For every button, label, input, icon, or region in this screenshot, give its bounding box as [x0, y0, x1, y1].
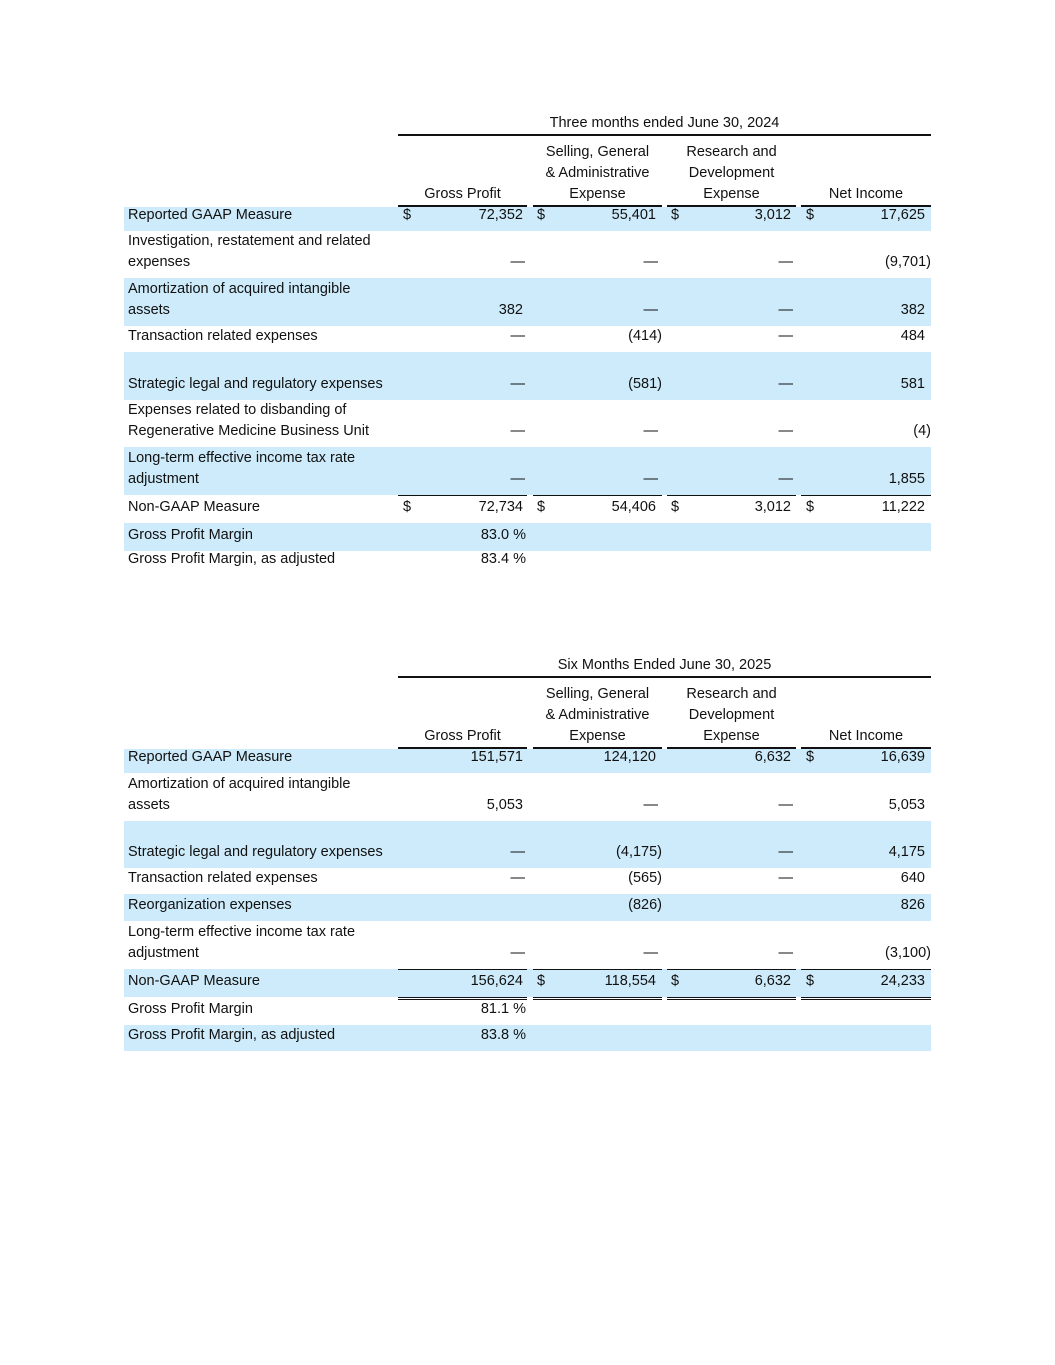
- cell-value: 6,632: [754, 749, 791, 765]
- cell-value: —: [778, 797, 793, 813]
- cell-value: 826: [900, 897, 925, 913]
- column-header-line: Development: [688, 165, 775, 181]
- cell-value: 72,352: [478, 207, 523, 223]
- row-label: Gross Profit Margin, as adjusted: [128, 1027, 336, 1043]
- column-header-line: Selling, General: [545, 686, 650, 702]
- dollar-sign: $: [403, 207, 412, 223]
- table-row: [124, 352, 931, 400]
- column-header-line: Net Income: [828, 728, 904, 744]
- row-label: Transaction related expenses: [128, 328, 318, 344]
- column-header: [667, 684, 796, 749]
- table-row: [124, 749, 931, 773]
- dollar-sign: $: [537, 207, 546, 223]
- cell-value: 4,175: [888, 844, 925, 860]
- dollar-sign: $: [403, 499, 412, 515]
- row-label: Amortization of acquired intangible assets: [128, 776, 351, 813]
- subtotal-rule: [398, 495, 527, 496]
- cell-value: 83.4 %: [480, 551, 526, 567]
- cell-value: —: [778, 254, 793, 270]
- table-row: [124, 997, 931, 1025]
- row-label: Long-term effective income tax rate adjustment: [128, 450, 356, 487]
- row-label: Reported GAAP Measure: [128, 749, 293, 765]
- table-row: [124, 207, 931, 231]
- cell-value: —: [510, 328, 525, 344]
- row-label: Strategic legal and regulatory expenses: [128, 844, 383, 860]
- cell-value: —: [643, 302, 658, 318]
- table-row: [124, 278, 931, 326]
- cell-value: 83.0 %: [480, 527, 526, 543]
- table-row: [124, 969, 931, 997]
- cell-value: (565): [628, 870, 662, 886]
- row-label: Strategic legal and regulatory expenses: [128, 376, 383, 392]
- cell-value: 156,624: [470, 973, 523, 989]
- cell-value: 3,012: [754, 207, 791, 223]
- cell-value: —: [778, 870, 793, 886]
- cell-value: 382: [900, 302, 925, 318]
- cell-value: —: [778, 376, 793, 392]
- column-header-line: Research and: [686, 686, 777, 702]
- cell-value: —: [778, 844, 793, 860]
- cell-value: 640: [900, 870, 925, 886]
- cell-value: (9,701): [885, 254, 931, 270]
- table-body: [124, 749, 931, 1051]
- column-header: [398, 184, 527, 207]
- cell-value: (4,175): [616, 844, 662, 860]
- column-header-line: Gross Profit: [424, 186, 501, 202]
- row-label: Gross Profit Margin: [128, 1001, 253, 1017]
- cell-value: 24,233: [880, 973, 925, 989]
- column-header: [801, 726, 931, 749]
- table-row: [124, 551, 931, 575]
- cell-value: —: [643, 945, 658, 961]
- cell-value: (826): [628, 897, 662, 913]
- cell-value: —: [510, 471, 525, 487]
- cell-value: —: [510, 254, 525, 270]
- table-row: [124, 773, 931, 821]
- subtotal-rule: [667, 969, 796, 970]
- cell-value: 54,406: [611, 499, 656, 515]
- column-header: [533, 142, 662, 207]
- cell-value: —: [510, 945, 525, 961]
- column-header-line: Selling, General: [545, 144, 650, 160]
- table-body: [124, 207, 931, 575]
- row-label: Amortization of acquired intangible assets: [128, 281, 351, 318]
- table-row: [124, 400, 931, 447]
- table-row: [124, 231, 931, 278]
- cell-value: 16,639: [880, 749, 925, 765]
- cell-value: 55,401: [611, 207, 656, 223]
- cell-value: —: [643, 254, 658, 270]
- row-label: Transaction related expenses: [128, 870, 318, 886]
- dollar-sign: $: [806, 973, 815, 989]
- cell-value: 5,053: [888, 797, 925, 813]
- table-six-months-2025: [124, 656, 931, 1051]
- row-label: Non-GAAP Measure: [128, 973, 260, 989]
- period-heading: Six Months Ended June 30, 2025: [398, 656, 931, 678]
- dollar-sign: $: [537, 499, 546, 515]
- table-row: [124, 495, 931, 523]
- table-row: [124, 447, 931, 495]
- cell-value: —: [778, 423, 793, 439]
- cell-value: 151,571: [470, 749, 523, 765]
- cell-value: —: [643, 471, 658, 487]
- table-row: [124, 523, 931, 551]
- cell-value: 3,012: [754, 499, 791, 515]
- cell-value: —: [643, 797, 658, 813]
- column-header-line: Research and: [686, 144, 777, 160]
- cell-value: 81.1 %: [480, 1001, 526, 1017]
- cell-value: 17,625: [880, 207, 925, 223]
- cell-value: —: [510, 423, 525, 439]
- table-row: [124, 894, 931, 921]
- period-heading: Three months ended June 30, 2024: [398, 114, 931, 136]
- cell-value: —: [778, 471, 793, 487]
- cell-value: —: [778, 302, 793, 318]
- table-row: [124, 821, 931, 868]
- cell-value: —: [510, 870, 525, 886]
- subtotal-rule: [667, 495, 796, 496]
- cell-value: 5,053: [486, 797, 523, 813]
- row-label: Reorganization expenses: [128, 897, 292, 913]
- dollar-sign: $: [537, 973, 546, 989]
- cell-value: —: [778, 945, 793, 961]
- cell-value: 83.8 %: [480, 1027, 526, 1043]
- dollar-sign: $: [671, 499, 680, 515]
- column-header: [533, 684, 662, 749]
- cell-value: 11,222: [881, 499, 925, 515]
- cell-value: 118,554: [604, 973, 656, 989]
- column-header: [398, 726, 527, 749]
- subtotal-rule: [398, 969, 527, 970]
- column-header-line: Expense: [569, 728, 626, 744]
- table-three-months-2024: [124, 114, 931, 575]
- subtotal-rule: [801, 969, 931, 970]
- dollar-sign: $: [806, 207, 815, 223]
- row-label: Non-GAAP Measure: [128, 499, 260, 515]
- cell-value: 124,120: [603, 749, 656, 765]
- column-header-line: Net Income: [828, 186, 904, 202]
- row-label: Gross Profit Margin, as adjusted: [128, 551, 336, 567]
- row-label: Investigation, restatement and related expenses: [128, 233, 371, 270]
- cell-value: 484: [900, 328, 925, 344]
- cell-value: (581): [628, 376, 662, 392]
- cell-value: 581: [900, 376, 925, 392]
- row-label: Long-term effective income tax rate adjustment: [128, 924, 356, 961]
- column-header-line: Expense: [703, 728, 760, 744]
- table-header: [124, 656, 931, 749]
- table-row: [124, 921, 931, 969]
- cell-value: (414): [628, 328, 662, 344]
- column-header-line: Gross Profit: [424, 728, 501, 744]
- table-row: [124, 1025, 931, 1051]
- table-header: [124, 114, 931, 207]
- table-row: [124, 326, 931, 352]
- table-row: [124, 868, 931, 894]
- subtotal-rule: [801, 495, 931, 496]
- cell-value: 382: [498, 302, 523, 318]
- cell-value: 1,855: [888, 471, 925, 487]
- subtotal-rule: [533, 495, 662, 496]
- column-header-line: & Administrative: [545, 707, 650, 723]
- row-label: Gross Profit Margin: [128, 527, 253, 543]
- subtotal-rule: [533, 969, 662, 970]
- row-label: Expenses related to disbanding of Regenerative Medicine Business Unit: [128, 402, 369, 439]
- column-header: [667, 142, 796, 207]
- cell-value: (4): [913, 423, 931, 439]
- cell-value: 6,632: [754, 973, 791, 989]
- row-label: Reported GAAP Measure: [128, 207, 293, 223]
- cell-value: —: [778, 328, 793, 344]
- dollar-sign: $: [806, 499, 815, 515]
- dollar-sign: $: [671, 973, 680, 989]
- column-header-line: Expense: [703, 186, 760, 202]
- column-header-line: Development: [688, 707, 775, 723]
- column-header-line: & Administrative: [545, 165, 650, 181]
- column-header-line: Expense: [569, 186, 626, 202]
- cell-value: —: [510, 376, 525, 392]
- cell-value: —: [510, 844, 525, 860]
- dollar-sign: $: [806, 749, 815, 765]
- cell-value: (3,100): [885, 945, 931, 961]
- dollar-sign: $: [671, 207, 680, 223]
- column-header: [801, 184, 931, 207]
- cell-value: 72,734: [478, 499, 523, 515]
- cell-value: —: [643, 423, 658, 439]
